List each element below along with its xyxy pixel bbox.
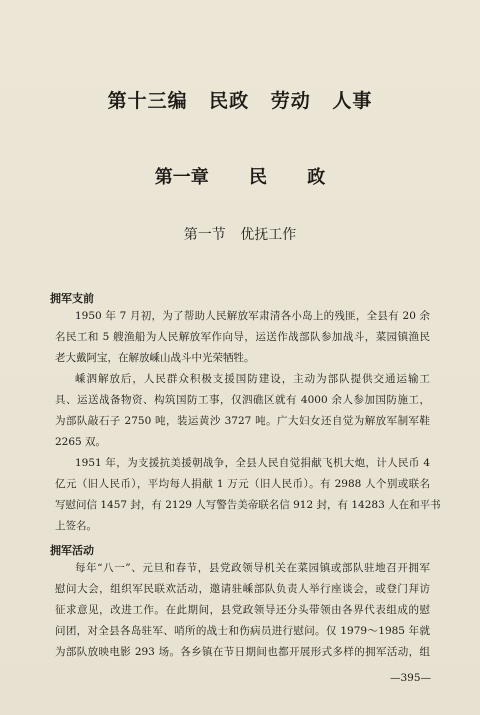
paragraph — [55, 558, 430, 663]
text-line: 1950 年 7 月初，为了帮助人民解放军肃清各小岛上的残匪，全县有 20 余 — [75, 310, 430, 322]
paragraph — [55, 453, 441, 537]
text-line: 2265 双。 — [55, 436, 107, 448]
text-line: 名民工和 5 艘渔船为人民解放军作向导，运送作战部队参加战斗，菜园镇渔民 — [55, 331, 430, 343]
paragraph — [55, 306, 430, 369]
text-line: 具、运送战备物资、构筑国防工事，仅泗礁区就有 4000 余人参加国防施工， — [55, 394, 430, 406]
text-line: 每年“八一”、元旦和春节，县党政领导机关在菜园镇或部队驻地召开拥军 — [75, 562, 430, 574]
part-title: 第十三编 民政 劳动 人事 — [107, 90, 373, 112]
paragraph — [55, 369, 430, 453]
text-line: 老大戴阿宝，在解放嵊山战斗中光荣牺牲。 — [55, 352, 255, 364]
page-number: —395— — [390, 672, 432, 684]
text-line: 问团，对全县各岛驻军、哨所的战士和伤病员进行慰问。仅 1979～1985 年就 — [55, 625, 430, 637]
text-line: 为部队放映电影 293 场。各乡镇在节日期间也都开展形式多样的拥军活动，组 — [55, 646, 430, 658]
text-line: 嵊泗解放后，人民群众积极支援国防建设，主动为部队提供交通运输工 — [75, 373, 430, 385]
text-line: 上签名。 — [55, 520, 97, 532]
chapter-title: 第一章 民 政 — [154, 167, 326, 188]
text-line: 写慰问信 1457 封，有 2129 人写警告美帝联名信 912 封，有 14283 人在和平书 — [55, 499, 441, 511]
text-line: 为部队敲石子 2750 吨，装运黄沙 3727 吨。广大妇女还自觉为解放军制军鞋 — [55, 415, 430, 427]
text-line: 亿元（旧人民币），平均每人捐献 1 万元（旧人民币）。有 2988 人个别或联名 — [55, 478, 430, 490]
subsection-heading-support-army: 拥军支前 — [50, 292, 94, 305]
subsection-heading-army-activities: 拥军活动 — [50, 544, 94, 557]
text-line: 1951 年，为支援抗美援朝战争，全县人民自觉捐献飞机大炮，计人民币 4 — [75, 457, 430, 469]
text-line: 慰问大会，组织军民联欢活动，邀请驻嵊部队负责人举行座谈会，或登门拜访 — [55, 583, 430, 595]
section-title: 第一节 优抚工作 — [183, 227, 297, 243]
text-line: 征求意见，改进工作。在此期间，县党政领导还分头带领由各界代表组成的慰 — [55, 604, 430, 616]
